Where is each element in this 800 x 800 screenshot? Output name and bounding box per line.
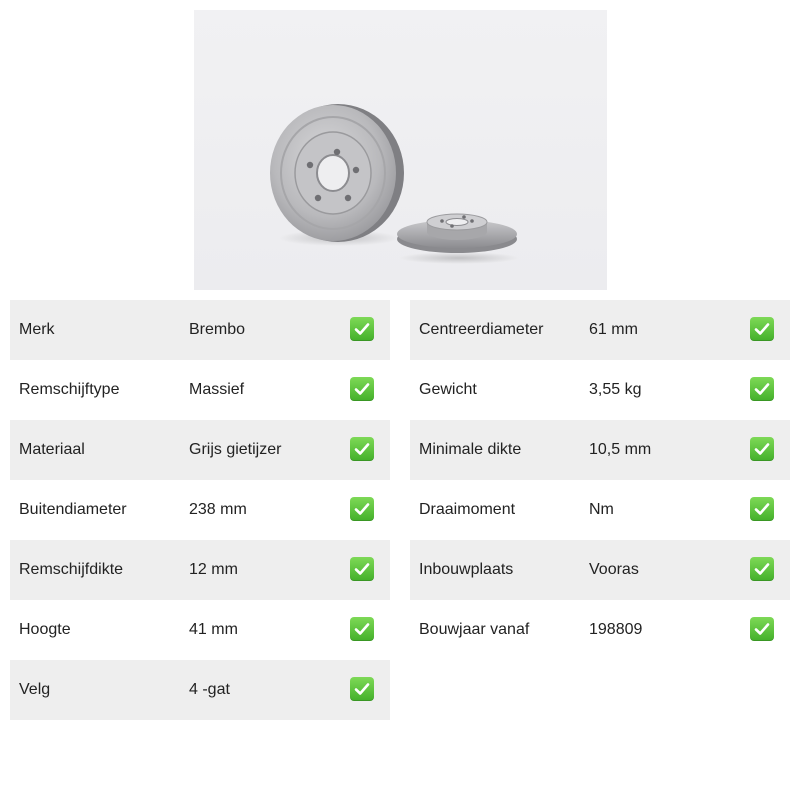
spec-value: Massief (189, 381, 245, 398)
spec-label: Buitendiameter (19, 501, 127, 518)
spec-label: Centreerdiameter (419, 321, 544, 338)
spec-value: Brembo (189, 321, 246, 338)
spec-label: Gewicht (419, 381, 477, 398)
checkmark-icon (750, 317, 774, 341)
spec-row (10, 420, 390, 480)
spec-label: Remschijfdikte (19, 561, 124, 578)
spec-label: Remschijftype (19, 381, 120, 398)
checkmark-icon (350, 617, 374, 641)
spec-label: Hoogte (19, 621, 71, 638)
spec-value: Grijs gietijzer (189, 441, 282, 458)
spec-row (10, 360, 390, 420)
checkmark-icon (350, 497, 374, 521)
spec-label: Velg (19, 681, 51, 698)
specs-right-column (410, 300, 790, 660)
checkmark-icon (350, 317, 374, 341)
spec-row (410, 300, 790, 360)
spec-row (10, 300, 390, 360)
brake-disc-image (194, 10, 607, 290)
spec-row (410, 600, 790, 660)
spec-row (410, 360, 790, 420)
spec-row (410, 420, 790, 480)
product-photo (194, 10, 607, 290)
spec-value: 41 mm (189, 621, 238, 638)
spec-value: Vooras (589, 561, 639, 578)
spec-row (10, 480, 390, 540)
spec-label: Bouwjaar vanaf (419, 621, 530, 638)
spec-value: 3,55 kg (589, 381, 642, 398)
spec-row (410, 480, 790, 540)
spec-row (10, 660, 390, 720)
checkmark-icon (750, 377, 774, 401)
spec-label: Draaimoment (419, 501, 516, 518)
checkmark-icon (750, 437, 774, 461)
spec-row (410, 540, 790, 600)
spec-value: 198809 (589, 621, 643, 638)
spec-row (10, 600, 390, 660)
spec-value: 10,5 mm (589, 441, 652, 458)
spec-label: Materiaal (19, 441, 85, 458)
specs-left-column (10, 300, 390, 720)
spec-value: 12 mm (189, 561, 238, 578)
spec-label: Inbouwplaats (419, 561, 514, 578)
spec-value: Nm (589, 501, 614, 518)
spec-label: Merk (19, 321, 55, 338)
checkmark-icon (750, 497, 774, 521)
spec-value: 4 -gat (189, 681, 230, 698)
checkmark-icon (750, 557, 774, 581)
checkmark-icon (350, 677, 374, 701)
spec-label: Minimale dikte (419, 441, 522, 458)
spec-row (10, 540, 390, 600)
spec-value: 238 mm (189, 501, 247, 518)
spec-value: 61 mm (589, 321, 638, 338)
checkmark-icon (350, 437, 374, 461)
checkmark-icon (750, 617, 774, 641)
checkmark-icon (350, 557, 374, 581)
checkmark-icon (350, 377, 374, 401)
